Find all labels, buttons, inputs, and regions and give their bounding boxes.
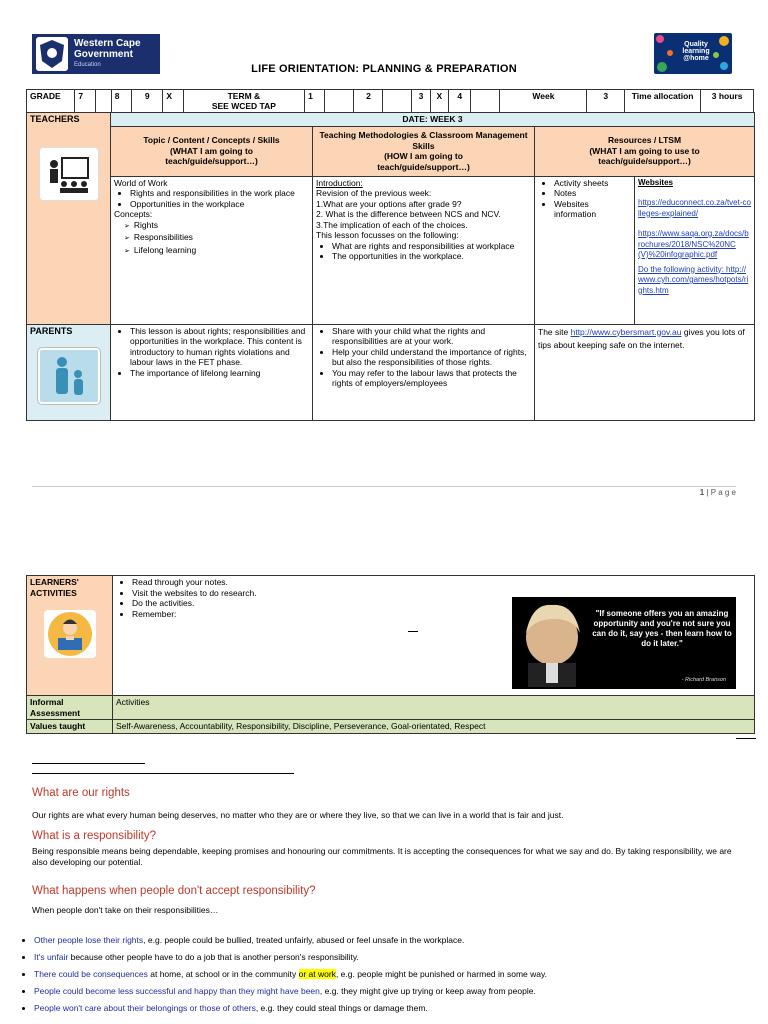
week-label: Week [500, 90, 587, 113]
topic-header: Topic / Content / Concepts / Skills (WHAT I am going to teach/guide/support…) [111, 126, 313, 176]
parents-icon [38, 348, 100, 404]
topic-content: World of Work • Rights and responsibilities in the work place • Opportunities in the workplace Concepts: ➢ Rights ➢ Responsibilities ➢ Lifelong learning [111, 176, 313, 324]
link-cybersmart[interactable]: http://www.cybersmart.gov.au [570, 326, 682, 337]
list-item: • Other people lose their rights, e.g. people could be bullied, treated unfairly, abused or feel unsafe in the workplace. [34, 932, 754, 949]
teachers-parents-table [26, 112, 755, 421]
page-number: 1 | P a g e [699, 488, 736, 497]
document-title: LIFE ORIENTATION: PLANNING & PREPARATION [251, 63, 517, 75]
list-item: • People could become less successful and happy than they might have been, e.g. they might give up trying or keep away from people. [34, 983, 754, 1000]
heading-consequences: What happens when people don't accept responsibility? [32, 885, 316, 897]
learner-reading-icon [44, 610, 96, 658]
term-label: TERM & SEE WCED TAP [183, 90, 304, 113]
rule-short [32, 763, 145, 764]
consequence-list [18, 932, 754, 1017]
grade-label: GRADE [27, 90, 75, 113]
para-consequences: When people don't take on their responsibilities… [32, 905, 219, 915]
list-item: • People won't care about their belongings or those of others, e.g. they could steal things or damage them. [34, 1000, 754, 1017]
teachers-cell: TEACHERS [27, 113, 111, 325]
date-row: DATE: WEEK 3 [111, 113, 755, 127]
parents-topic: • This lesson is about rights; responsibilities and opportunities in the workplace. This content is introductory to human rights violations and labour laws in the FET phase. • The importance of lifelong learning [111, 324, 313, 420]
logo-line1: Western Cape [74, 38, 141, 49]
link-saqa[interactable]: https://www.saqa.org.za/docs/brochures/2018/NSC%20NC(V)%20infographic.pdf [638, 229, 749, 259]
heading-responsibility: What is a responsibility? [32, 830, 156, 842]
list-item: • There could be consequences at home, at school or in the community or at work, e.g. people might be punished or harmed in some way. [34, 966, 754, 983]
heading-rights: What are our rights [32, 787, 130, 799]
end-line [736, 738, 756, 739]
values-label: Values taught [27, 720, 113, 734]
logo-text: Quality learning @home [682, 41, 710, 62]
learners-activities: • Read through your notes. • Visit the websites to do research. • Do the activities. • Remember: [113, 576, 755, 696]
list-item: • It's unfair because other people have to do a job that is another person's responsibility. [34, 949, 754, 966]
assessment-value: Activities [113, 696, 755, 720]
assessment-label: Informal Assessment [27, 696, 113, 720]
quote-text: "If someone offers you an amazing opportunity and you're not sure you can do it, say yes - then learn how to do it later." [592, 609, 732, 648]
resources-header: Resources / LTSM (WHAT I am going to use to teach/guide/support…) [535, 126, 755, 176]
parents-cell: PARENTS [27, 324, 111, 420]
parents-methodology: • Share with your child what the rights and responsibilities are at your work. • Help your child understand the importance of rights, but also the responsibilities of those rights. • You may refer to the labour laws that protects the rights of employers/employees [313, 324, 535, 420]
logo-line3: Education [74, 62, 101, 68]
values-value: Self-Awareness, Accountability, Responsibility, Discipline, Perseverance, Goal-orientated, Respect [113, 720, 755, 734]
quote-author: - Richard Branson [681, 677, 726, 683]
teacher-icon [39, 147, 99, 201]
websites-content: Websites https://educonnect.co.za/tvet-colleges-explained/ https://www.saqa.org.za/docs/brochures/2018/NSC%20NC(V)%20infographic.pdf Do the following activity: http://www.cyh.com/games/hotpots/rights.htm [635, 176, 755, 324]
methodology-content: Introduction: Revision of the previous week: 1.What are your options after grade 9? 2. What is the difference between NCS and NCV. 3.The implication of each of the choices. This lesson focusses on the following: • What are rights and responsibilities at workplace • The opportunities in the workplace. [313, 176, 535, 324]
parents-resources: The site http://www.cybersmart.gov.au gives you lots of tips about keeping safe on the internet. [535, 324, 755, 420]
para-responsibility: Being responsible means being dependable, keeping promises and honouring our commitments. It is accepting the consequences for what we say and do. By taking responsibility, we are also developing our potential. [32, 846, 732, 867]
dash-mark [408, 631, 418, 632]
para-rights: Our rights are what every human being deserves, no matter who they are or where they live, so that we can live in a world that is fair and just. [32, 810, 564, 820]
branson-quote-image [512, 597, 736, 689]
logo-line2: Government [74, 49, 133, 60]
link-cyh-activity[interactable]: Do the following activity: http://www.cyh.com/games/hotpots/rights.htm [638, 264, 749, 295]
methodology-header: Teaching Methodologies & Classroom Management Skills (HOW I am going to teach/guide/support…) [313, 126, 535, 176]
link-educonnect[interactable]: https://educonnect.co.za/tvet-colleges-explained/ [638, 198, 751, 218]
portrait-icon [516, 603, 588, 687]
learners-cell: LEARNERS' ACTIVITIES [27, 576, 113, 696]
time-label: Time allocation [624, 90, 700, 113]
resources-content: • Activity sheets • Notes • Websites information [535, 176, 635, 324]
page-divider [32, 486, 736, 487]
rule-long [32, 773, 294, 774]
grade-term-table: GRADE 7 8 9 X TERM & SEE WCED TAP 1 2 3 X 4 Week 3 Time allocation 3 hours [26, 89, 754, 113]
